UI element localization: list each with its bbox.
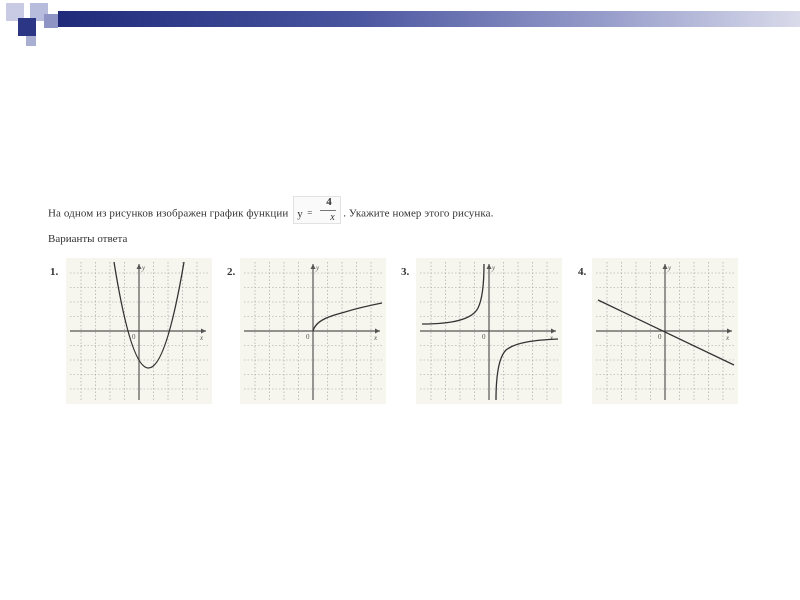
formula-lhs: у (297, 208, 303, 220)
graph-option-2[interactable] (240, 258, 386, 404)
graph-3-origin-label: 0 (482, 333, 486, 341)
graph-4-x-label: x (726, 334, 730, 342)
graph-option-3[interactable] (416, 258, 562, 404)
formula-image (293, 196, 341, 224)
graph-2-y-label: y (316, 264, 320, 272)
graph-4-y-arrow (663, 264, 668, 269)
graph-1-origin-label: 0 (132, 333, 136, 341)
graph-4-svg (592, 258, 738, 404)
formula-denominator: x (330, 212, 335, 223)
graph-4-x-arrow (727, 329, 732, 334)
graph-3-svg (416, 258, 562, 404)
graph-2-svg (240, 258, 386, 404)
graph-4-y-label: y (668, 264, 672, 272)
graph-3-y-arrow (487, 264, 492, 269)
graph-4-line (598, 300, 734, 365)
graph-1-y-label: y (142, 264, 146, 272)
formula-fraction-bar (320, 210, 336, 211)
question-text (48, 196, 494, 228)
decor-square (44, 14, 58, 28)
option-number-3[interactable]: 3. (401, 266, 410, 278)
graph-1-x-arrow (201, 329, 206, 334)
decor-square (26, 36, 36, 46)
graph-3-curve-right (496, 339, 558, 400)
graph-1-curve (114, 262, 184, 368)
graph-1-x-label: x (200, 334, 204, 342)
option-number-2[interactable]: 2. (227, 266, 236, 278)
graph-2-curve (313, 303, 382, 331)
graph-3-y-label: y (492, 264, 496, 272)
graph-2-y-arrow (311, 264, 316, 269)
formula-numerator: 4 (326, 196, 332, 208)
formula-eq: = (307, 208, 313, 218)
graph-2-x-arrow (375, 329, 380, 334)
graph-2-origin-label: 0 (306, 333, 310, 341)
question-before: На одном из рисунков изображен график функции (48, 207, 289, 220)
graph-option-4[interactable] (592, 258, 738, 404)
graph-3-x-label: x (550, 334, 554, 342)
question-after: . Укажите номер этого рисунка. (343, 207, 494, 220)
title-band (0, 0, 800, 40)
decor-square (18, 18, 36, 36)
graph-2-x-label: x (374, 334, 378, 342)
graph-4-origin-label: 0 (658, 333, 662, 341)
graph-1-svg (66, 258, 212, 404)
graph-3-x-arrow (551, 329, 556, 334)
option-number-1[interactable]: 1. (50, 266, 59, 278)
graph-1-y-arrow (137, 264, 142, 269)
graph-option-1[interactable] (66, 258, 212, 404)
answers-label: Варианты ответа (48, 233, 128, 245)
title-gradient-bar (58, 11, 800, 27)
option-number-4[interactable]: 4. (578, 266, 587, 278)
